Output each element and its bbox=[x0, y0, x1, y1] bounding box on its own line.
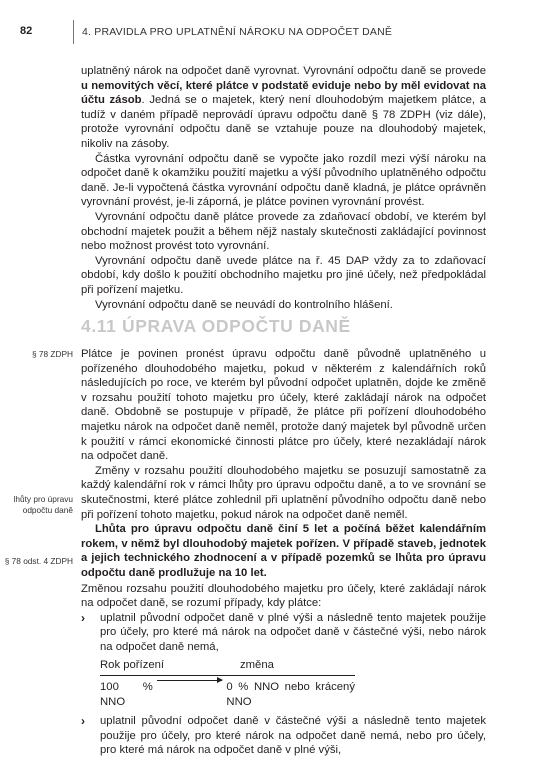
paragraph: Vyrovnání odpočtu daně se neuvádí do kontrolního hlášení. bbox=[95, 298, 393, 311]
table-row bbox=[100, 680, 355, 709]
bold-text-run: u nemovitých věcí, které plátce v podstatě eviduje nebo by měl evidovat na účtu zásob bbox=[81, 79, 486, 107]
page-number: 82 bbox=[20, 25, 33, 37]
bullet-text: uplatnil původní odpočet daně v plné výši a následně tento majetek použije pro účely, pro které má nárok na odpočet daně v částečné výši, nebo nárok na odpočet daně nemá, bbox=[100, 611, 486, 653]
paragraph: Plátce je povinen pronést úpravu odpočtu daně původně uplatněného u pořízeného dlouhodobého majetku, pokud v některém z kalendářních roků následujících po roce, ve kterém byl původní odpočet uplatněn, dojde ke změně v rozsahu použití tohoto majetku pro účely, které zakládají nárok na odpočet daně. Obdobně se postupuje v případě, že plátce při pořízení dlouhodobého majetku nárok na odpočet daně neměl, protože daný majetek byl původně určen k použití v rámci ekonomické činnosti plátce pro účely, které nezakládají nárok na odpočet daně. bbox=[81, 348, 486, 463]
page-header bbox=[0, 0, 541, 52]
table-header-row bbox=[100, 658, 355, 673]
margin-note-par78-4: § 78 odst. 4 ZDPH bbox=[4, 556, 73, 566]
table-header-year: Rok pořízení bbox=[100, 659, 165, 672]
bullet-marker: › bbox=[81, 610, 85, 625]
table-rule bbox=[100, 675, 355, 676]
arrow-right-icon bbox=[157, 680, 223, 681]
table-cell-start: 100 % NNO bbox=[100, 681, 153, 708]
change-table bbox=[100, 658, 355, 709]
paragraph: Vyrovnání odpočtu daně plátce provede za zdaňovací období, ve kterém byl obchodní majetek použit a během nějž nastaly skutečnosti zakládající povinnost nebo možnost provést toto vyrovnání. bbox=[81, 210, 486, 253]
paragraph: Vyrovnání odpočtu daně uvede plátce na ř. 45 DAP vždy za to zdaňovací období, kdy došlo k použití obchodního majetku pro jiné účely, než předpokládal při pořízení majetku. bbox=[81, 254, 486, 296]
list-item bbox=[81, 714, 486, 758]
chapter-title: 4. PRAVIDLA PRO UPLATNĚNÍ NÁROKU NA ODPOČET DANĚ bbox=[82, 26, 393, 38]
bullet-text: uplatnil původní odpočet daně v částečné výši a následně tento majetek použije pro účely, pro které nárok na odpočet daně nemá, nebo pro účely, pro které má nárok na odpočet daně v plné výši, bbox=[100, 715, 486, 757]
paragraph bbox=[81, 64, 486, 152]
table-header-change: změna bbox=[240, 659, 274, 672]
table-cell-end: 0 % NNO nebo krácený NNO bbox=[226, 681, 355, 708]
margin-note-par78: § 78 ZDPH bbox=[31, 349, 73, 359]
margin-note-deadline: lhůty pro úpravu odpočtu daně bbox=[13, 494, 73, 515]
paragraph: Změnou rozsahu použití dlouhodobého majetku pro účely, které zakládají nárok na odpočet daně, se rozumí případy, kdy plátce: bbox=[81, 582, 486, 610]
top-text-block bbox=[81, 64, 486, 312]
header-divider bbox=[73, 20, 74, 44]
text-run: . Jedná se o majetek, který není dlouhodobým majetkem plátce, a tudíž v daném případě neprovádí úpravu odpočtu daně § 78 ZDPH (viz dále), protože vyrovnání odpočtu daně se vztahuje pouze na dlouhodobý majetek, nikoliv na zásoby. bbox=[81, 94, 487, 150]
bullet-marker: › bbox=[81, 714, 85, 729]
bold-paragraph: Lhůta pro úpravu odpočtu daně činí 5 let a počíná běžet kalendářním rokem, v němž byl dlouhodobý majetek pořízen. V případě staveb, jednotek a jejich technického zhodnocení a v případě pozemků se lhůta pro úpravu odpočtu daně prodlužuje na 10 let. bbox=[81, 523, 486, 579]
section-text-block bbox=[81, 347, 486, 758]
list-item bbox=[81, 611, 486, 655]
paragraph: Částka vyrovnání odpočtu daně se vypočte jako rozdíl mezi výší nároku na odpočet daně k okamžiku použití majetku a výší původního uplatněného odpočtu daně. Je-li vypočtená částka vyrovnání odpočtu daně kladná, je plátce oprávněn vyrovnání provést, je-li záporná, je plátce povinen vyrovnání provést. bbox=[81, 152, 486, 209]
text-run: uplatněný nárok na odpočet daně vyrovnat. Vyrovnání odpočtu daně se provede bbox=[81, 65, 486, 77]
section-heading: 4.11 ÚPRAVA ODPOČTU DANĚ bbox=[81, 316, 351, 336]
paragraph: Změny v rozsahu použití dlouhodobého majetku se posuzují samostatně za každý kalendářní rok v rámci lhůty pro úpravu odpočtu daně, a to ve srovnání se skutečnostmi, které plátce zohlednil při uplatnění původního odpočtu daně nebo při pořízení tohoto majetku, pokud nárok na odpočet daně neměl. bbox=[81, 464, 486, 521]
